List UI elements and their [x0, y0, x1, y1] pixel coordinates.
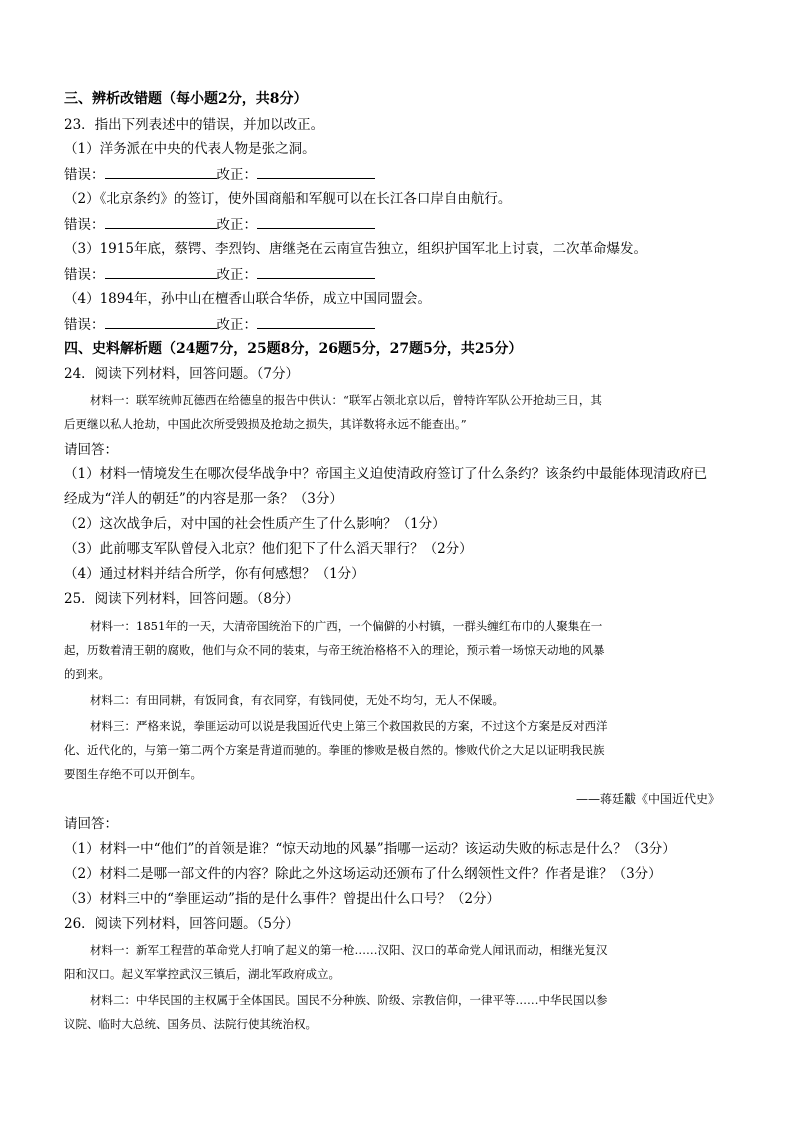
q24-question-1-line-1: （1）材料一情境发生在哪次侵华战争中？帝国主义迫使清政府签订了什么条约？该条约中最能体现清政府已	[64, 466, 708, 482]
q24-question-3: （3）此前哪支军队曾侵入北京？他们犯下了什么滔天罪行？（2分）	[64, 541, 473, 557]
q25-material3-line-1: 材料三：严格来说，拳匪运动可以说是我国近代史上第三个救国救民的方案，不过这个方案是反对西洋	[90, 719, 608, 733]
correct-blank-1[interactable]	[257, 164, 375, 179]
q24-material-line-2: 后更继以私人抢劫，中国此次所受毁损及抢劫之损失，其详数将永远不能查出。”	[64, 417, 467, 431]
error-blank-3[interactable]	[105, 264, 217, 279]
answer-line-3	[64, 264, 375, 285]
q25-material3-line-2: 化、近代化的，与第一第二两个方案是背道而驰的。拳匪的惨败是极自然的。惨败代价之大足以证明我民族	[64, 743, 605, 757]
q24-ask: 请回答：	[64, 442, 118, 458]
q26-material1-line-1: 材料一：新军工程营的革命党人打响了起义的第一枪……汉阳、汉口的革命党人闻讯而动，相继光复汉	[90, 943, 608, 957]
correct-label: 改正：	[216, 317, 257, 333]
error-blank-2[interactable]	[105, 214, 217, 229]
answer-line-4	[64, 314, 375, 335]
correct-label: 改正：	[216, 167, 257, 183]
error-blank-4[interactable]	[105, 314, 217, 329]
error-label: 错误：	[64, 217, 105, 233]
q24-question-4: （4）通过材料并结合所学，你有何感想？（1分）	[64, 566, 365, 582]
correct-blank-4[interactable]	[257, 314, 375, 329]
q26-material1-line-2: 阳和汉口。起义军掌控武汉三镇后，湖北军政府成立。	[64, 967, 340, 981]
q25-material3-line-3: 要图生存绝不可以开倒车。	[64, 767, 202, 781]
q23-item-3: （3）1915年底，蔡锷、李烈钧、唐继尧在云南宣告独立，组织护国军北上讨袁，二次革命爆发。	[64, 241, 647, 257]
q25-stem: 25．阅读下列材料，回答问题。（8分）	[64, 591, 300, 607]
q25-ask: 请回答：	[64, 816, 118, 832]
error-label: 错误：	[64, 267, 105, 283]
q23-item-2: （2）《北京条约》的签订，使外国商船和军舰可以在长江各口岸自由航行。	[64, 191, 512, 207]
correct-blank-3[interactable]	[257, 264, 375, 279]
q26-material2-line-2: 议院、临时大总统、国务员、法院行使其统治权。	[64, 1017, 317, 1031]
q25-question-2: （2）材料二是哪一部文件的内容？除此之外这场运动还颁布了什么纲领性文件？作者是谁？（3分）	[64, 866, 662, 882]
q25-material1-line-2: 起，历数着清王朝的腐败，他们与众不同的装束，与帝王统治格格不入的理论，预示着一场惊天动地的风暴	[64, 643, 605, 657]
q26-stem: 26．阅读下列材料，回答问题。（5分）	[64, 916, 300, 932]
q25-material1-line-1: 材料一：1851年的一天，大清帝国统治下的广西，一个偏僻的小村镇，一群头缠红布巾的人聚集在一	[90, 619, 603, 633]
q25-material2: 材料二：有田同耕，有饭同食，有衣同穿，有钱同使，无处不均匀，无人不保暖。	[90, 693, 504, 707]
q24-stem: 24．阅读下列材料，回答问题。（7分）	[64, 366, 300, 382]
q25-question-3: （3）材料三中的“拳匪运动”指的是什么事件？曾提出什么口号？（2分）	[64, 891, 500, 907]
error-label: 错误：	[64, 167, 105, 183]
q25-source: ——蒋廷黻《中国近代史》	[575, 792, 720, 806]
answer-line-1	[64, 164, 375, 185]
correct-blank-2[interactable]	[257, 214, 375, 229]
q23-item-4: （4）1894年，孙中山在檀香山联合华侨，成立中国同盟会。	[64, 291, 431, 307]
correct-label: 改正：	[216, 267, 257, 283]
error-label: 错误：	[64, 317, 105, 333]
q24-question-2: （2）这次战争后，对中国的社会性质产生了什么影响？（1分）	[64, 516, 446, 532]
q24-question-1-line-2: 经成为“洋人的朝廷”的内容是那一条？（3分）	[64, 491, 343, 507]
q24-material-line-1: 材料一：联军统帅瓦德西在给德皇的报告中供认：“联军占领北京以后，曾特许军队公开抢劫三日，其	[90, 393, 602, 407]
correct-label: 改正：	[216, 217, 257, 233]
q25-question-1: （1）材料一中“他们”的首领是谁？“惊天动地的风暴”指哪一运动？该运动失败的标志是什么？（3分）	[64, 841, 676, 857]
q25-material1-line-3: 的到来。	[64, 667, 110, 681]
q23-stem: 23．指出下列表述中的错误，并加以改正。	[64, 117, 325, 133]
q26-material2-line-1: 材料二：中华民国的主权属于全体国民。国民不分种族、阶级、宗教信仰，一律平等……中华民国以参	[90, 993, 608, 1007]
error-blank-1[interactable]	[105, 164, 217, 179]
section4-heading: 四、史料解析题（24题7分，25题8分，26题5分，27题5分，共25分）	[64, 341, 523, 357]
answer-line-2	[64, 214, 375, 235]
section3-heading: 三、辨析改错题（每小题2分，共8分）	[64, 91, 308, 107]
q23-item-1: （1）洋务派在中央的代表人物是张之洞。	[64, 141, 316, 157]
